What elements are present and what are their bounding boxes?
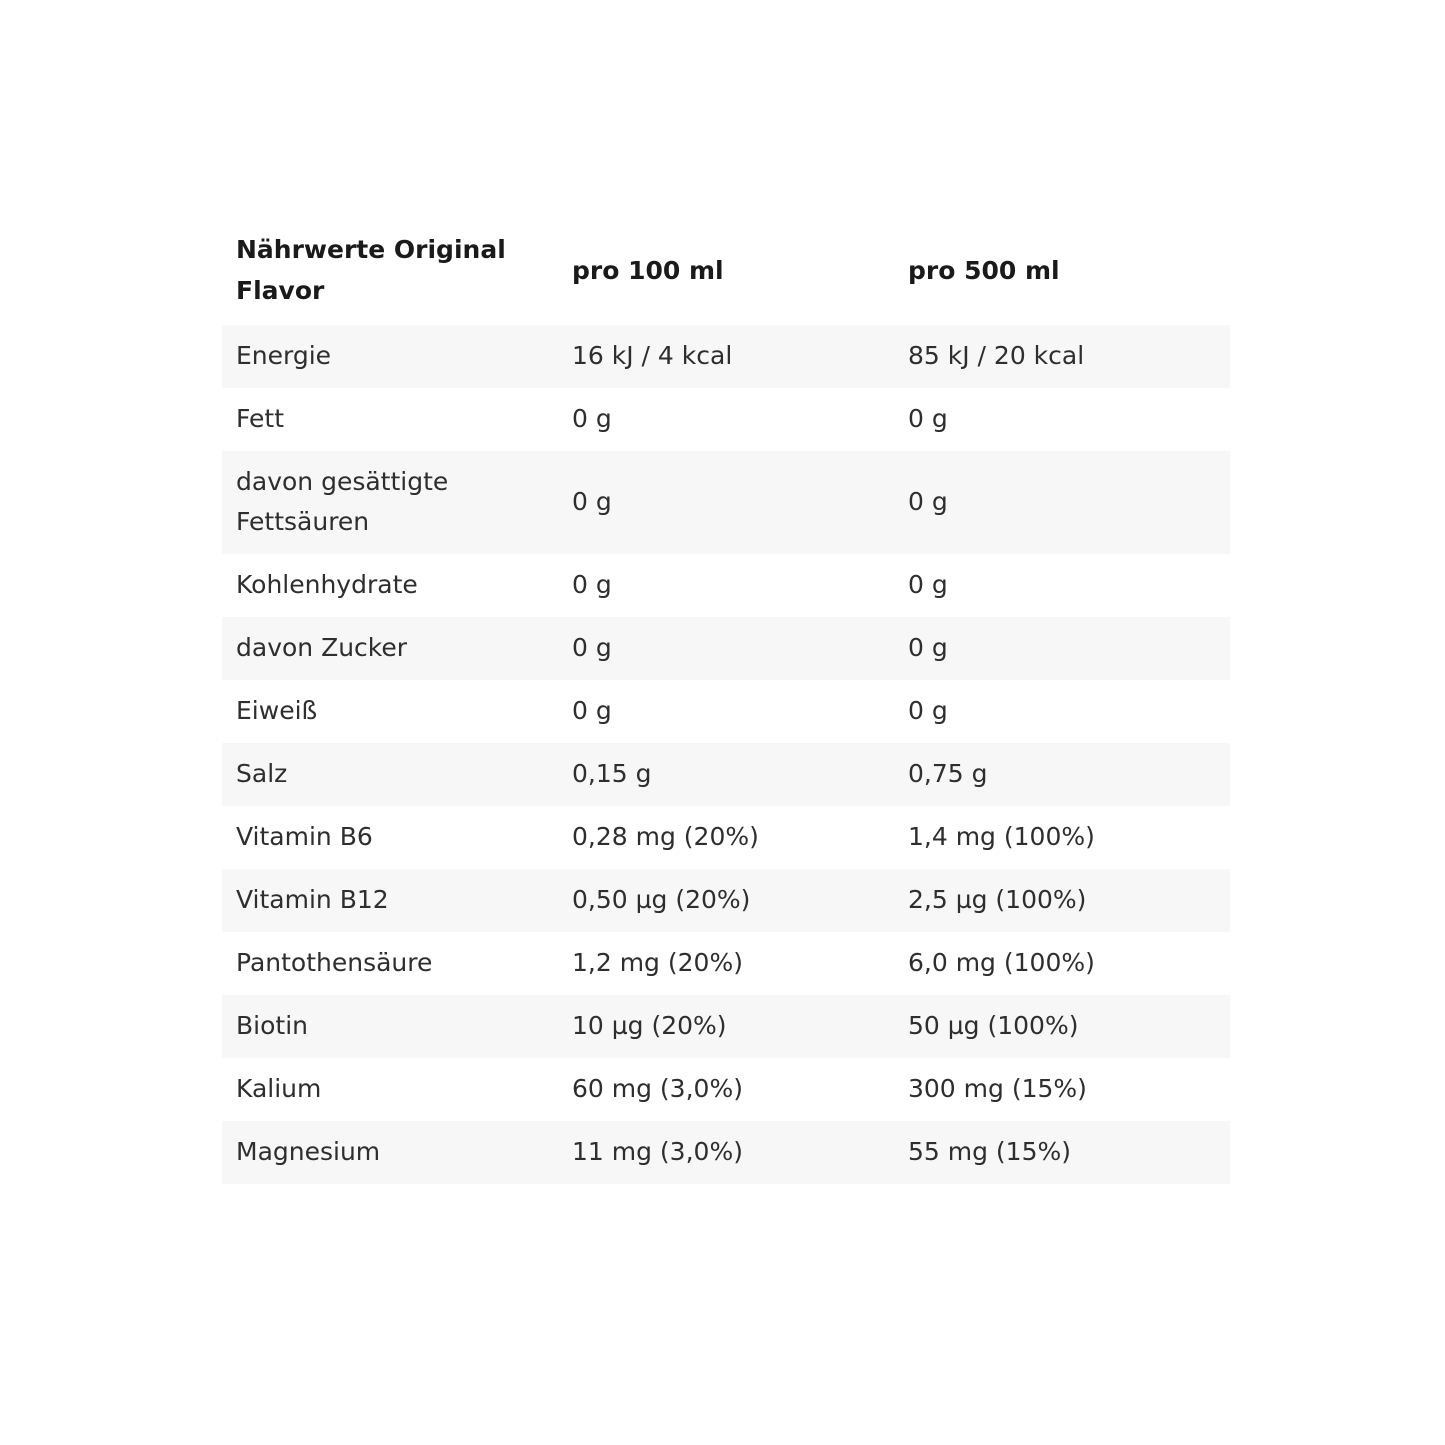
value-per-500ml: 0 g	[894, 554, 1230, 617]
nutrient-name: davon gesättigte Fettsäuren	[222, 451, 558, 554]
table-row	[222, 388, 1230, 451]
nutrient-name: davon Zucker	[222, 617, 558, 680]
value-per-500ml: 0 g	[894, 680, 1230, 743]
value-per-500ml: 50 µg (100%)	[894, 995, 1230, 1058]
table-row	[222, 617, 1230, 680]
value-per-100ml: 0 g	[558, 617, 894, 680]
table-header-row	[222, 225, 1230, 325]
table-row	[222, 451, 1230, 554]
value-per-100ml: 0,15 g	[558, 743, 894, 806]
header-per-100ml: pro 100 ml	[572, 255, 724, 285]
nutrient-name: Kalium	[222, 1058, 558, 1121]
value-per-500ml: 1,4 mg (100%)	[894, 806, 1230, 869]
table-row	[222, 806, 1230, 869]
table-row	[222, 1121, 1230, 1184]
table-row	[222, 325, 1230, 388]
nutrition-table	[222, 225, 1230, 1184]
table-row	[222, 743, 1230, 806]
value-per-100ml: 16 kJ / 4 kcal	[558, 325, 894, 388]
value-per-500ml: 2,5 µg (100%)	[894, 869, 1230, 932]
value-per-100ml: 60 mg (3,0%)	[558, 1058, 894, 1121]
header-nutrient: Nährwerte Original Flavor	[236, 235, 506, 305]
value-per-100ml: 0 g	[558, 554, 894, 617]
value-per-500ml: 0 g	[894, 388, 1230, 451]
nutrient-name: Fett	[222, 388, 558, 451]
table-row	[222, 995, 1230, 1058]
value-per-100ml: 0 g	[558, 680, 894, 743]
value-per-100ml: 1,2 mg (20%)	[558, 932, 894, 995]
table-row	[222, 932, 1230, 995]
nutrient-name: Eiweiß	[222, 680, 558, 743]
nutrient-name: Biotin	[222, 995, 558, 1058]
value-per-500ml: 0 g	[894, 451, 1230, 554]
value-per-500ml: 300 mg (15%)	[894, 1058, 1230, 1121]
value-per-500ml: 55 mg (15%)	[894, 1121, 1230, 1184]
value-per-500ml: 85 kJ / 20 kcal	[894, 325, 1230, 388]
value-per-100ml: 11 mg (3,0%)	[558, 1121, 894, 1184]
value-per-100ml: 0,50 µg (20%)	[558, 869, 894, 932]
table-row	[222, 1058, 1230, 1121]
table-row	[222, 869, 1230, 932]
value-per-100ml: 10 µg (20%)	[558, 995, 894, 1058]
nutrient-name: Vitamin B12	[222, 869, 558, 932]
header-per-500ml: pro 500 ml	[908, 255, 1060, 285]
value-per-500ml: 0 g	[894, 617, 1230, 680]
value-per-100ml: 0 g	[558, 451, 894, 554]
table-row	[222, 554, 1230, 617]
value-per-100ml: 0 g	[558, 388, 894, 451]
nutrient-name: Energie	[222, 325, 558, 388]
nutrient-name: Salz	[222, 743, 558, 806]
nutrient-name: Magnesium	[222, 1121, 558, 1184]
nutrient-name: Vitamin B6	[222, 806, 558, 869]
value-per-500ml: 6,0 mg (100%)	[894, 932, 1230, 995]
nutrient-name: Kohlenhydrate	[222, 554, 558, 617]
table-row	[222, 680, 1230, 743]
value-per-500ml: 0,75 g	[894, 743, 1230, 806]
value-per-100ml: 0,28 mg (20%)	[558, 806, 894, 869]
nutrient-name: Pantothensäure	[222, 932, 558, 995]
